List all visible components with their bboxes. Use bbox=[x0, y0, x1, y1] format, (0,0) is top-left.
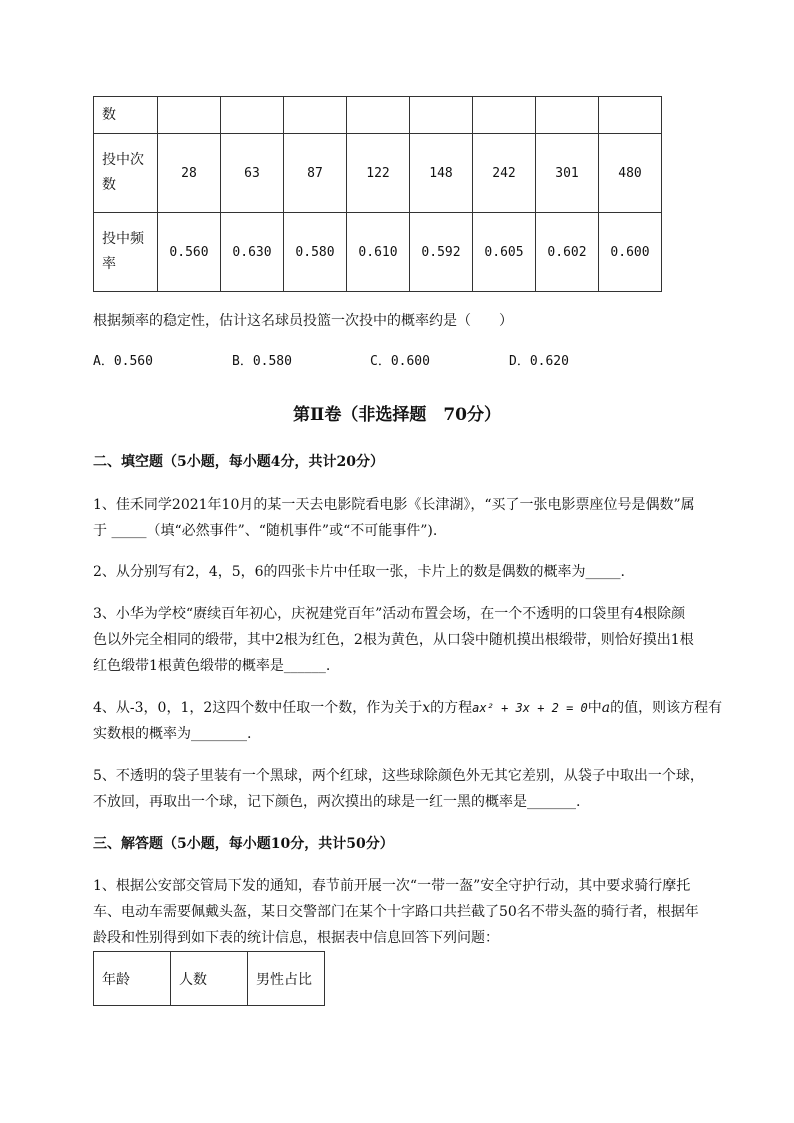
question-3-line-2: 色以外完全相同的缎带，其中2根为红色，2根为黄色，从口袋中随机摸出根缎带，则恰好摸出1根 bbox=[93, 632, 694, 648]
table-cell: 28 bbox=[158, 134, 221, 213]
table-cell: 0.560 bbox=[158, 213, 221, 292]
age-stats-table bbox=[93, 951, 325, 1006]
section-heading: 三、解答题（5小题，每小题10分，共计50分） bbox=[93, 836, 394, 852]
table-row bbox=[94, 952, 325, 1006]
header-age: 年龄 bbox=[94, 952, 171, 1006]
choice-b[interactable]: B．0.580 bbox=[232, 354, 292, 369]
row-label: 数 bbox=[94, 97, 158, 134]
solve-question-1-line-3: 龄段和性别得到如下表的统计信息，根据表中信息回答下列问题： bbox=[93, 930, 499, 946]
row-label: 投中频 率 bbox=[94, 213, 158, 292]
table-row bbox=[94, 134, 662, 213]
choice-c[interactable]: C．0.600 bbox=[370, 354, 430, 369]
table-cell: 0.605 bbox=[473, 213, 536, 292]
question-3-line-1: 3、小华为学校“赓续百年初心，庆祝建党百年”活动布置会场，在一个不透明的口袋里有4根除颜 bbox=[93, 606, 686, 622]
table-cell: 87 bbox=[284, 134, 347, 213]
table-cell: 0.592 bbox=[410, 213, 473, 292]
table-cell: 63 bbox=[221, 134, 284, 213]
choice-a[interactable]: A．0.560 bbox=[93, 354, 153, 369]
table-cell: 0.580 bbox=[284, 213, 347, 292]
table-cell: 0.602 bbox=[536, 213, 599, 292]
table-row bbox=[94, 97, 662, 134]
choice-d[interactable]: D．0.620 bbox=[509, 354, 569, 369]
row-label: 投中次 数 bbox=[94, 134, 158, 213]
table-cell: 0.630 bbox=[221, 213, 284, 292]
solve-question-1-line-1: 1、根据公安部交管局下发的通知，春节前开展一次“一带一盔”安全守护行动，其中要求骑行摩托 bbox=[93, 878, 691, 894]
equation: ax² + 3x + 2 = 0 bbox=[472, 701, 588, 715]
solve-question-1-line-2: 车、电动车需要佩戴头盔，某日交警部门在某个十字路口共拦截了50名不带头盔的骑行者，根据年 bbox=[93, 904, 699, 920]
question-stem: 根据频率的稳定性，估计这名球员投篮一次投中的概率约是（ ） bbox=[93, 313, 513, 329]
table-cell: 122 bbox=[347, 134, 410, 213]
table-cell: 242 bbox=[473, 134, 536, 213]
question-5-line-2: 不放回，再取出一个球，记下颜色，两次摸出的球是一红一黑的概率是_______. bbox=[93, 794, 581, 810]
table-cell: 480 bbox=[599, 134, 662, 213]
header-count: 人数 bbox=[171, 952, 248, 1006]
question-3-line-3: 红色缎带1根黄色缎带的概率是______. bbox=[93, 658, 331, 674]
question-1-line-1: 1、佳禾同学2021年10月的某一天去电影院看电影《长津湖》，“买了一张电影票座位号是偶数”属 bbox=[93, 497, 695, 513]
frequency-table bbox=[93, 96, 662, 292]
table-cell: 301 bbox=[536, 134, 599, 213]
table-cell: 0.610 bbox=[347, 213, 410, 292]
question-4-line-1: 4、从-3，0，1，2这四个数中任取一个数，作为关于x的方程ax² + 3x + 2 = 0中a的值，则该方程有 bbox=[93, 700, 723, 716]
question-1-line-2: 于 _____（填“必然事件”、“随机事件”或“不可能事件”). bbox=[93, 523, 438, 539]
part-title: 第Ⅱ卷（非选择题 70分） bbox=[293, 405, 501, 425]
table-cell: 148 bbox=[410, 134, 473, 213]
section-heading: 二、填空题（5小题，每小题4分，共计20分） bbox=[93, 454, 384, 470]
question-4-line-2: 实数根的概率为________. bbox=[93, 726, 252, 742]
table-cell: 0.600 bbox=[599, 213, 662, 292]
question-2: 2、从分别写有2，4，5，6的四张卡片中任取一张，卡片上的数是偶数的概率为_____. bbox=[93, 564, 625, 580]
table-row bbox=[94, 213, 662, 292]
header-male-ratio: 男性占比 bbox=[248, 952, 325, 1006]
question-5-line-1: 5、不透明的袋子里装有一个黑球，两个红球，这些球除颜色外无其它差别，从袋子中取出一个球， bbox=[93, 768, 704, 784]
